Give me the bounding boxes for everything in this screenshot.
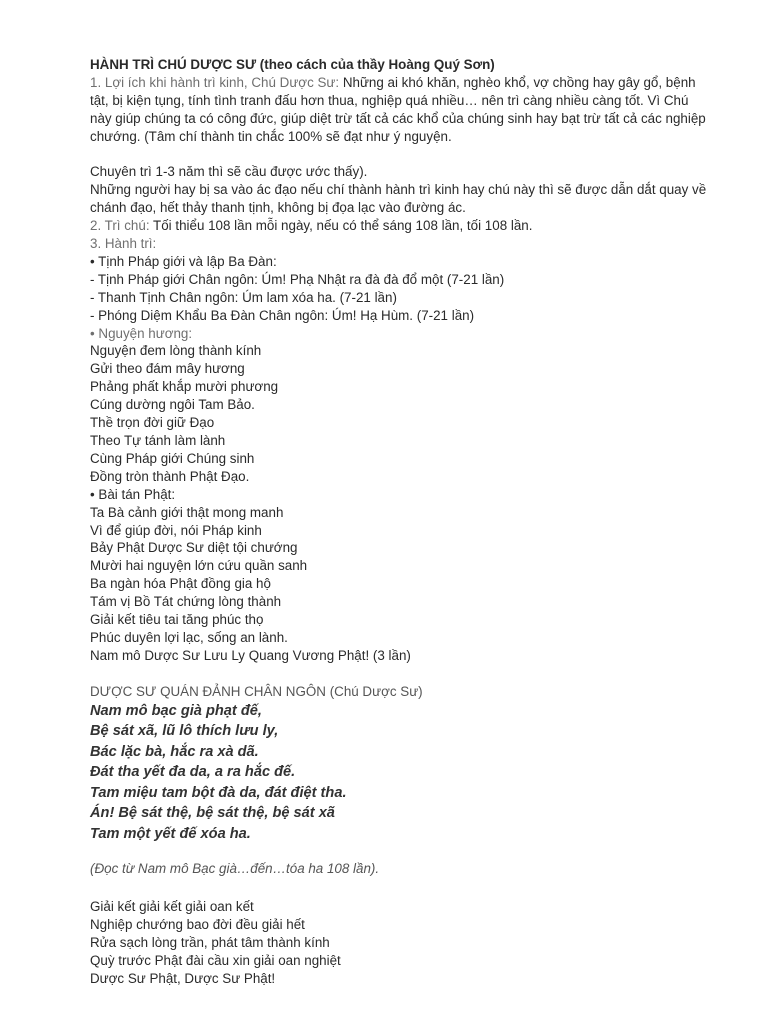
mantra-title: DƯỢC SƯ QUÁN ĐẢNH CHÂN NGÔN (Chú Dược Sư) [90, 683, 423, 699]
praise-line: Ba ngàn hóa Phật đồng gia hộ [90, 576, 271, 592]
recite-text: Tối thiểu 108 lần mỗi ngày, nếu có thể sáng 108 lần, tối 108 lần. [153, 218, 533, 234]
effort-line-1: Chuyên trì 1-3 năm thì sẽ cầu được ước thấy). [90, 164, 368, 180]
mantra-note: (Đọc từ Nam mô Bạc già…đến…tóa ha 108 lần). [90, 861, 380, 877]
mantra-line: Bệ sát xã, lũ lô thích lưu ly, [90, 723, 279, 740]
incense-line: Thề trọn đời giữ Đạo [90, 415, 215, 431]
mantra-line: Án! Bệ sát thệ, bệ sát thệ, bệ sát xã [90, 805, 335, 822]
incense-line: Theo Tự tánh làm lành [90, 433, 226, 449]
altar-item: - Tịnh Pháp giới Chân ngôn: Úm! Phạ Nhật ra đà đà đổ một (7-21 lần) [90, 271, 505, 287]
effort-line-2: Những người hay bị sa vào ác đạo nếu chí thành hành trì kinh hay chú này thì sẽ được dẫn dắt quay về chánh đạo, hết thảy thanh tịnh, không bị đọa lạc vào đường ác. [90, 182, 707, 216]
incense-line: Nguyện đem lòng thành kính [90, 343, 262, 359]
altar-item: - Phóng Diệm Khẩu Ba Đàn Chân ngôn: Úm! Hạ Hùm. (7-21 lần) [90, 307, 475, 323]
closing-line: Nghiệp chướng bao đời đều giải hết [90, 916, 305, 932]
altar-item: - Thanh Tịnh Chân ngôn: Úm lam xóa ha. (7-21 lần) [90, 289, 397, 305]
recite-paragraph [90, 217, 708, 235]
benefit-label: 1. Lợi ích khi hành trì kinh, Chú Dược Sư: [90, 74, 343, 90]
incense-line: Gửi theo đám mây hương [90, 361, 245, 377]
praise-line: Nam mô Dược Sư Lưu Ly Quang Vương Phật! (3 lần) [90, 647, 411, 663]
incense-line: Đồng tròn thành Phật Đạo. [90, 468, 250, 484]
mantra-line: Bác lặc bà, hắc ra xà dã. [90, 743, 259, 760]
mantra-line: Tam một yết đế xóa ha. [90, 825, 251, 842]
closing-line: Rửa sạch lòng trần, phát tâm thành kính [90, 934, 330, 950]
praise-line: Bảy Phật Dược Sư diệt tội chướng [90, 540, 298, 556]
spacer [90, 878, 708, 898]
altar-heading: • Tịnh Pháp giới và lập Ba Đàn: [90, 253, 277, 269]
praise-line: Phúc duyên lợi lạc, sống an lành. [90, 629, 288, 645]
mantra-line: Nam mô bạc già phạt đế, [90, 702, 262, 719]
mantra-line: Tam miệu tam bột đà da, đát điệt tha. [90, 784, 347, 801]
benefit-text: Những ai khó khăn, nghèo khổ, vợ chồng hay gây gổ, bệnh tật, bị kiện tụng, tính tình tranh đấu hơn thua, nghiệp quá nhiều… nên trì càng nhiều càng tốt. Vì Chú này giúp chúng ta có công đức, giúp diệt trừ tất cả các khổ của chúng sinh hay bạt trừ tất cả các nghiệp chướng. (Tâm chí thành tin chắc 100% sẽ đạt như ý nguyện. [90, 74, 706, 144]
benefit-paragraph [90, 74, 708, 146]
recite-label: 2. Trì chú: [90, 218, 154, 234]
mantra-line: Đát tha yết đa da, a ra hắc đế. [90, 764, 296, 781]
incense-line: Cúng dường ngôi Tam Bảo. [90, 397, 255, 413]
closing-line: Giải kết giải kết giải oan kết [90, 899, 254, 914]
incense-line: Phảng phất khắp mười phương [90, 379, 279, 395]
closing-line: Quỳ trước Phật đài cầu xin giải oan nghiệt [90, 952, 341, 968]
praise-line: Mười hai nguyện lớn cứu quần sanh [90, 558, 308, 574]
incense-line: Cùng Pháp giới Chúng sinh [90, 450, 255, 466]
practice-label: 3. Hành trì: [90, 236, 157, 252]
closing-line: Dược Sư Phật, Dược Sư Phật! [90, 970, 276, 986]
spacer [90, 146, 708, 164]
praise-line: Tám vị Bồ Tát chứng lòng thành [90, 594, 282, 610]
praise-line: Giải kết tiêu tai tăng phúc thọ [90, 612, 264, 628]
praise-line: Ta Bà cảnh giới thật mong manh [90, 504, 284, 520]
praise-heading: • Bài tán Phật: [90, 486, 176, 502]
document-title: HÀNH TRÌ CHÚ DƯỢC SƯ (theo cách của thầy Hoàng Quý Sơn) [90, 57, 495, 72]
incense-heading: • Nguyện hương: [90, 325, 193, 341]
praise-line: Vì để giúp đời, nói Pháp kinh [90, 522, 262, 538]
